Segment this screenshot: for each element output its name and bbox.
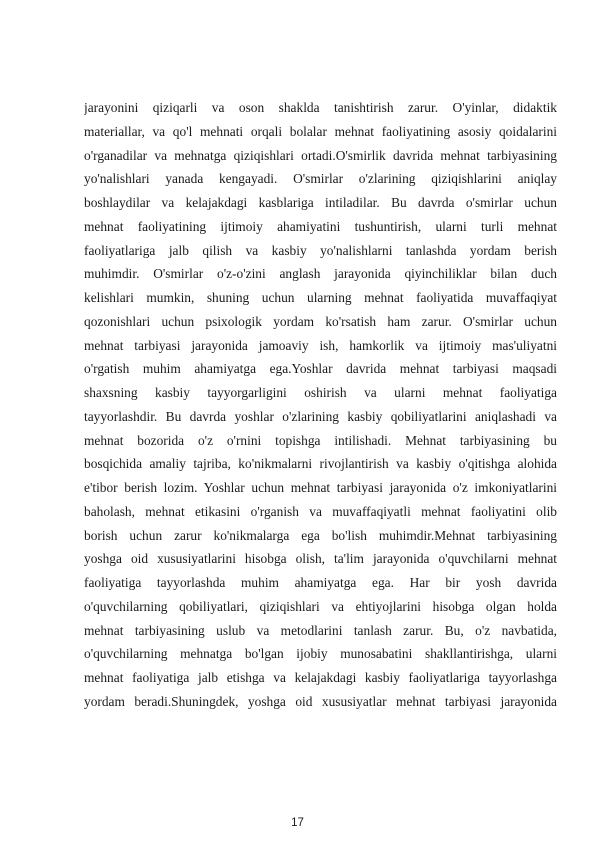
text-line: qozonishlari uchun psixologik yordam ko'rsatish ham zarur. O'smirlar uchun <box>84 313 557 329</box>
text-line: o'quvchilarning qobiliyatlari, qiziqishlari va ehtiyojlarini hisobga olgan holda <box>84 598 557 614</box>
body-paragraph <box>84 96 557 714</box>
text-line: mehnat faoliyatining ijtimoiy ahamiyatini tushuntirish, ularni turli mehnat <box>84 218 557 234</box>
text-line: o'quvchilarning mehnatga bo'lgan ijobiy munosabatini shakllantirishga, ularni <box>84 646 557 662</box>
text-line: kelishlari mumkin, shuning uchun ularning mehnat faoliyatida muvaffaqiyat <box>84 290 557 305</box>
text-line: mehnat faoliyatiga jalb etishga va kelajakdagi kasbiy faoliyatlariga tayyorlashga <box>84 670 557 685</box>
text-line: borish uchun zarur ko'nikmalarga ega bo'lish muhimdir.Mehnat tarbiyasining <box>84 527 557 543</box>
text-line: boshlaydilar va kelajakdagi kasblariga intiladilar. Bu davrda o'smirlar uchun <box>84 195 557 210</box>
text-line: o'rgatish muhim ahamiyatga ega.Yoshlar davrida mehnat tarbiyasi maqsadi <box>84 361 557 377</box>
text-line: mehnat tarbiyasi jarayonida jamoaviy ish, hamkorlik va ijtimoiy mas'uliyatni <box>84 337 557 353</box>
text-line: yoshga oid xususiyatlarini hisobga olish, ta'lim jarayonida o'quvchilarni mehnat <box>84 551 557 567</box>
text-line: tayyorlashdir. Bu davrda yoshlar o'zlarining kasbiy qobiliyatlarini aniqlashadi va <box>84 408 557 424</box>
text-line: o'rganadilar va mehnatga qiziqishlari ortadi.O'smirlik davrida mehnat tarbiyasining <box>84 147 557 163</box>
text-line: bosqichida amaliy tajriba, ko'nikmalarni rivojlantirish va kasbiy o'qitishga alohida <box>84 456 557 472</box>
text-line: e'tibor berish lozim. Yoshlar uchun mehnat tarbiyasi jarayonida o'z imkoniyatlarini <box>84 480 557 495</box>
text-line: faoliyatiga tayyorlashda muhim ahamiyatga ega. Har bir yosh davrida <box>84 575 557 590</box>
text-line: jarayonini qiziqarli va oson shaklda tanishtirish zarur. O'yinlar, didaktik <box>84 100 557 115</box>
text-line: yordam beradi.Shuningdek, yoshga oid xususiyatlar mehnat tarbiyasi jarayonida <box>84 693 557 709</box>
text-line: materiallar, va qo'l mehnati orqali bolalar mehnat faoliyatining asosiy qoidalarini <box>84 123 557 139</box>
text-line: mehnat bozorida o'z o'rnini topishga intilishadi. Mehnat tarbiyasining bu <box>84 432 557 448</box>
text-line: muhimdir. O'smirlar o'z-o'zini anglash jarayonida qiyinchiliklar bilan duch <box>84 266 557 282</box>
text-line: yo'nalishlari yanada kengayadi. O'smirlar o'zlarining qiziqishlarini aniqlay <box>84 171 557 187</box>
text-line: baholash, mehnat etikasini o'rganish va muvaffaqiyatli mehnat faoliyatini olib <box>84 503 557 519</box>
page-number: 17 <box>291 817 304 829</box>
text-line: mehnat tarbiyasining uslub va metodlarini tanlash zarur. Bu, o'z navbatida, <box>84 622 557 638</box>
text-line: shaxsning kasbiy tayyorgarligini oshirish va ularni mehnat faoliyatiga <box>84 385 557 400</box>
text-line: faoliyatlariga jalb qilish va kasbiy yo'nalishlarni tanlashda yordam berish <box>84 242 557 258</box>
